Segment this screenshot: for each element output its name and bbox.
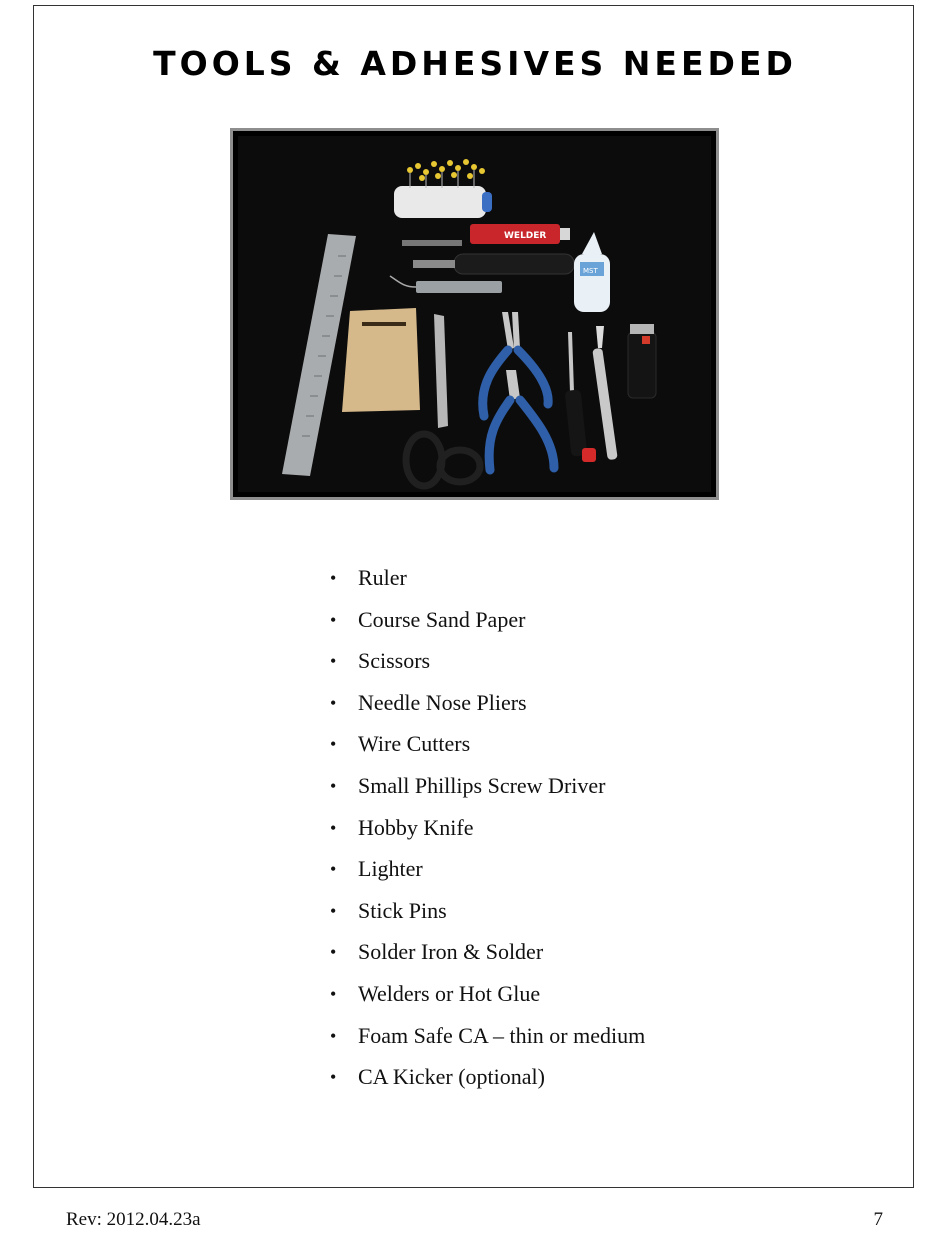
list-item-label: Scissors xyxy=(358,648,431,674)
list-item xyxy=(330,770,645,812)
list-item-label: Lighter xyxy=(358,856,423,882)
list-item xyxy=(330,687,645,729)
bullet-icon: • xyxy=(330,651,337,672)
list-item xyxy=(330,645,645,687)
tools-photo-inner xyxy=(233,131,716,497)
list-item xyxy=(330,895,645,937)
list-item xyxy=(330,728,645,770)
bullet-icon: • xyxy=(330,859,337,880)
list-item xyxy=(330,853,645,895)
list-item xyxy=(330,812,645,854)
revision-label: Rev: 2012.04.23a xyxy=(66,1209,201,1230)
list-item-label: Wire Cutters xyxy=(358,731,471,757)
list-item xyxy=(330,1020,645,1062)
list-item xyxy=(330,562,645,604)
list-item-label: Course Sand Paper xyxy=(358,606,526,632)
list-item-label: Foam Safe CA – thin or medium xyxy=(358,1022,646,1048)
tools-photo xyxy=(238,136,711,492)
bullet-icon: • xyxy=(330,942,337,963)
sand-paper-image xyxy=(342,308,420,412)
list-item-label: Small Phillips Screw Driver xyxy=(358,772,606,798)
list-item-label: Needle Nose Pliers xyxy=(358,689,527,715)
page-title: TOOLS & ADHESIVES NEEDED xyxy=(153,44,797,83)
bullet-icon: • xyxy=(330,734,337,755)
lighter-image xyxy=(628,324,656,398)
svg-text:WELDER: WELDER xyxy=(504,231,547,241)
list-item xyxy=(330,604,645,646)
bullet-icon: • xyxy=(330,609,337,630)
bullet-icon: • xyxy=(330,817,337,838)
list-item-label: Stick Pins xyxy=(358,897,447,923)
list-item-label: Welders or Hot Glue xyxy=(358,980,541,1006)
welder-tube-image xyxy=(470,224,570,244)
tools-photo-frame xyxy=(230,128,719,500)
list-item-label: Solder Iron & Solder xyxy=(358,939,544,965)
list-item-label: Hobby Knife xyxy=(358,814,474,840)
bullet-icon: • xyxy=(330,1067,337,1088)
page-number: 7 xyxy=(873,1209,883,1230)
bullet-icon: • xyxy=(330,775,337,796)
bullet-icon: • xyxy=(330,900,337,921)
list-item-label: CA Kicker (optional) xyxy=(358,1064,545,1090)
bullet-icon: • xyxy=(330,568,337,588)
list-item xyxy=(330,978,645,1020)
svg-text:MST: MST xyxy=(583,267,598,275)
bullet-icon: • xyxy=(330,692,337,713)
list-item xyxy=(330,1061,645,1103)
list-item-label: Ruler xyxy=(358,565,407,590)
bullet-icon: • xyxy=(330,1025,337,1046)
list-item xyxy=(330,936,645,978)
tools-list xyxy=(330,562,645,1103)
bullet-icon: • xyxy=(330,983,337,1004)
